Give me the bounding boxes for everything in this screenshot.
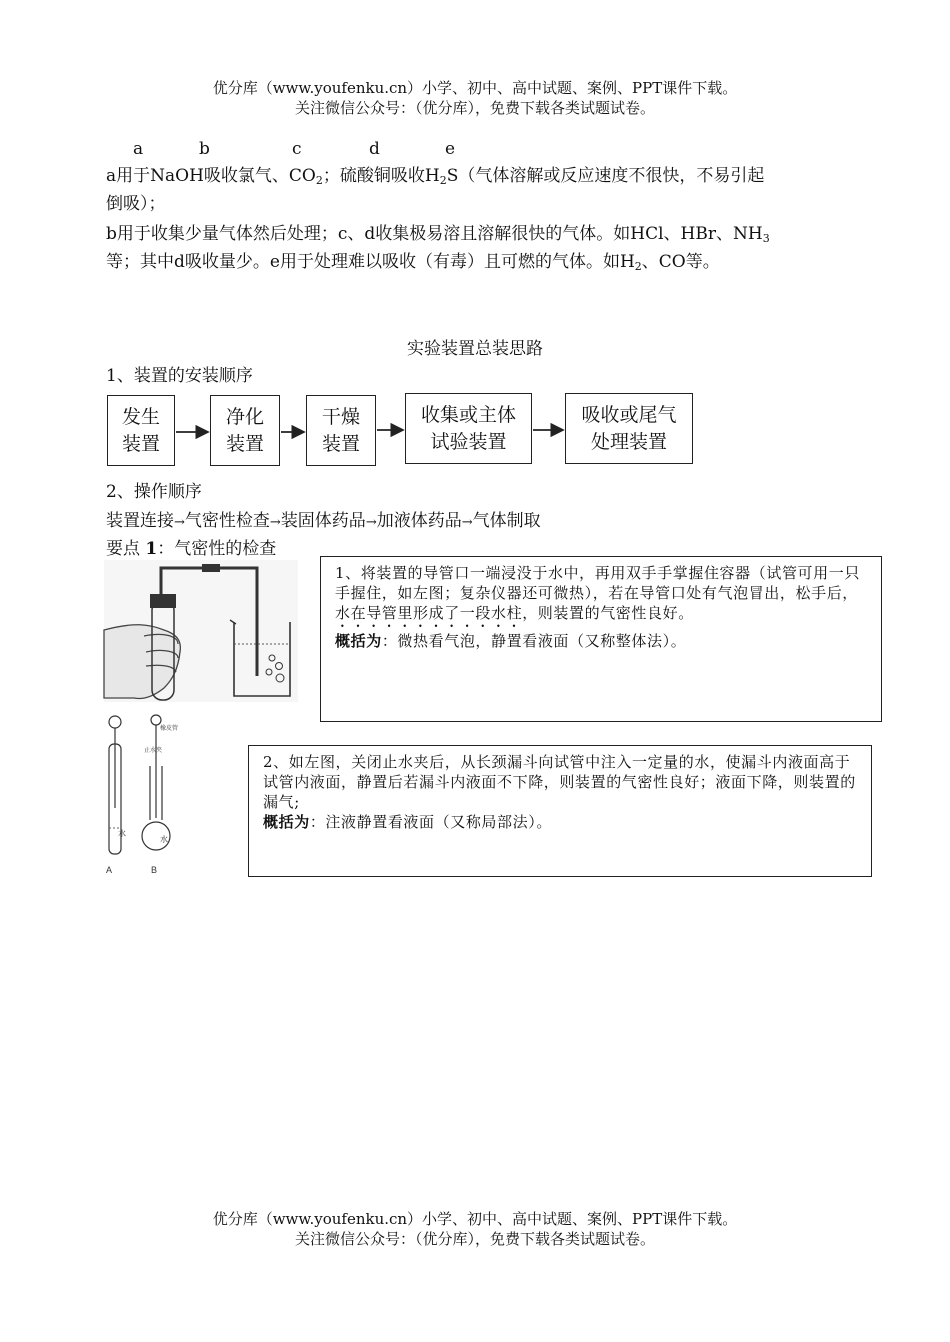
flow-box-absorption: 吸收或尾气 处理装置 <box>565 393 693 464</box>
figure-label-a: A <box>106 865 113 875</box>
keypoint-heading: 要点 1：气密性的检查 <box>106 539 277 559</box>
airtightness-figure-hand <box>104 560 298 702</box>
figure-label-b: B <box>151 865 158 875</box>
footer-line-2: 关注微信公众号：（优分库），免费下载各类试题试卷。 <box>294 1230 655 1248</box>
figure-label-water-a: 水 <box>118 829 126 838</box>
flow-box-collection: 收集或主体 试验装置 <box>405 393 532 464</box>
flow-box-purification: 净化 装置 <box>210 395 280 466</box>
flow-box-generation: 发生 装置 <box>107 395 175 466</box>
operation-sequence: 装置连接→气密性检查→装固体药品→加液体药品→气体制取 <box>106 511 541 531</box>
section-title: 实验装置总装思路 <box>407 339 543 359</box>
letter-e: e <box>445 139 456 159</box>
item-2-heading: 2、操作顺序 <box>106 482 202 502</box>
flow-arrows <box>0 0 950 500</box>
header-line-2: 关注微信公众号：（优分库），免费下载各类试题试卷。 <box>294 99 655 117</box>
letter-d: d <box>369 139 380 159</box>
paragraph-collection: b用于收集少量气体然后处理；c、d收集极易溶且溶解很快的气体。如HCl、HBr、$NH_3$ 等；其中d吸收量少。e用于处理难以吸收（有毒）且可燃的气体。如$H_2$、CO等。 <box>106 224 770 273</box>
figure-label-clamp: 止水夹 <box>144 748 163 754</box>
emphasized-water-column: 水在导管里形成了一段水柱 <box>335 604 523 622</box>
letter-a: a <box>133 139 144 159</box>
local-method-box: 2、如左图，关闭止水夹后，从长颈漏斗向试管中注入一定量的水，使漏斗内液面高于试管内液面，静置后若漏斗内液面不下降，则装置的气密性良好；液面下降，则装置的漏气; 概括为：注液静置看液面（又称局部法）。 <box>248 745 872 877</box>
airtightness-figure-funnel <box>104 708 179 878</box>
figure-label-tube: 橡皮管 <box>160 726 179 732</box>
letter-c: c <box>292 139 302 159</box>
flow-box-drying: 干燥 装置 <box>306 395 376 466</box>
integral-method-box: 1、将装置的导管口一端浸没于水中，再用双手手掌握住容器（试管可用一只手握住，如左图；复杂仪器还可微热），若在导管口处有气泡冒出，松手后，水在导管里形成了一段水柱，则装置的气密性良好。 概括为：微热看气泡，静置看液面（又称整体法）。 <box>320 556 882 722</box>
paragraph-absorption: a用于NaOH吸收氯气、$CO_2$；硫酸铜吸收$H_2S$（气体溶解或反应速度不很快，不易引起 倒吸）； <box>106 166 765 214</box>
figure-label-water-b: 水 <box>160 835 168 844</box>
header-line-1: 优分库（www.youfenku.cn）小学、初中、高中试题、案例、PPT课件下载。 <box>212 79 738 97</box>
item-1-heading: 1、装置的安装顺序 <box>106 366 253 386</box>
footer-line-1: 优分库（www.youfenku.cn）小学、初中、高中试题、案例、PPT课件下载。 <box>212 1210 738 1228</box>
letter-b: b <box>199 139 210 159</box>
